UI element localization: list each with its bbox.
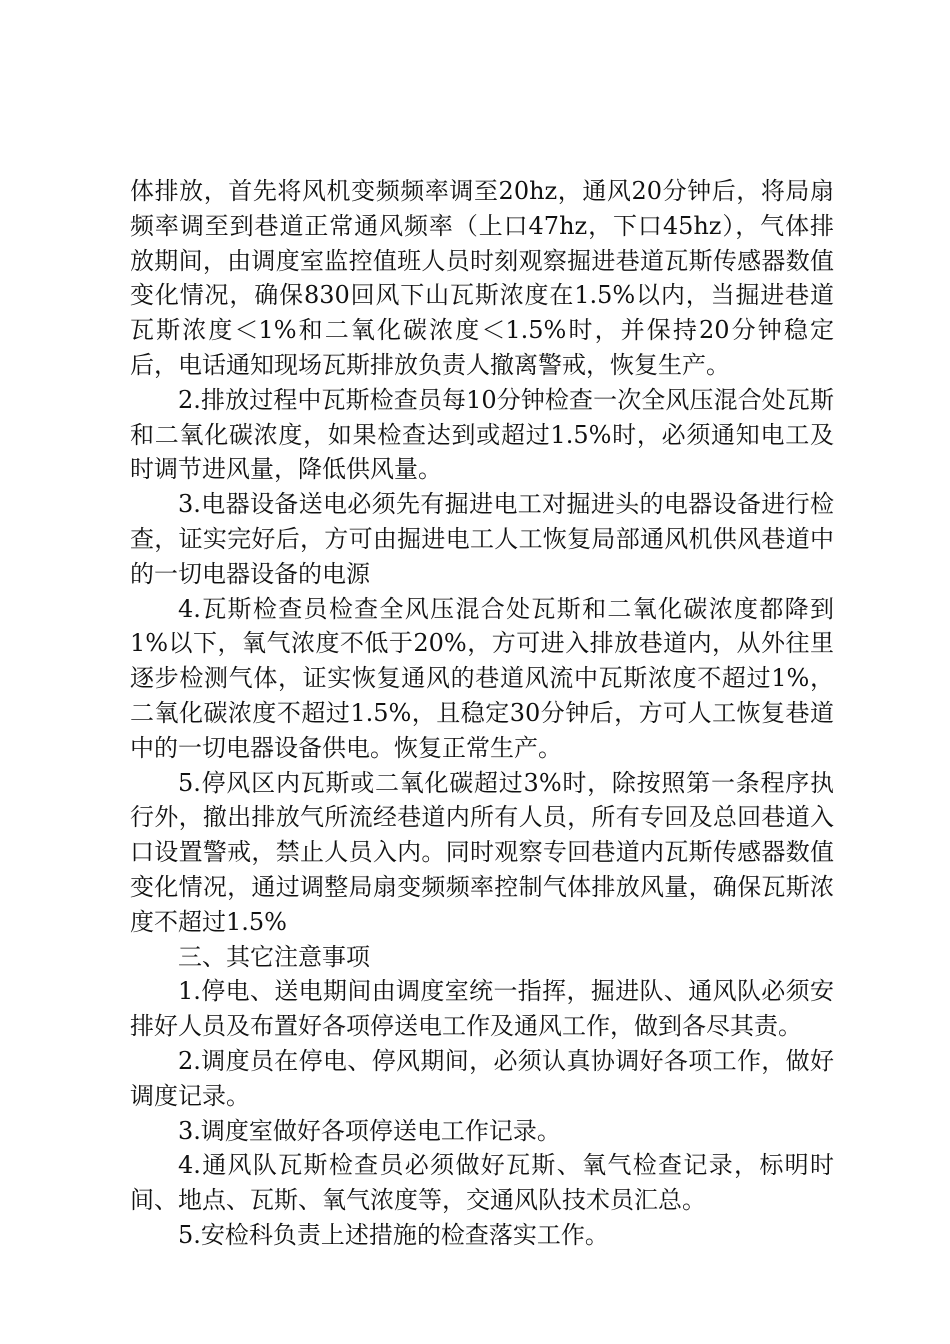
paragraph-note-5: 5.安检科负责上述措施的检查落实工作。 <box>178 1220 609 1249</box>
paragraph-gas-discharge-continued: 体排放，首先将风机变频频率调至20hz，通风20分钟后，将局扇频率调至到巷道正常通风频率（上口47hz，下口45hz），气体排放期间，由调度室监控值班人员时刻观察掘进巷道瓦斯传感器数值变化情况，确保830回风下山瓦斯浓度在1.5%以内，当掘进巷道瓦斯浓度＜1%和二氧化碳浓度＜1.5%时，并保持20分钟稳定后，电话通知现场瓦斯排放负责人撤离警戒，恢复生产。 <box>130 177 834 379</box>
document-body <box>130 174 834 1253</box>
paragraph-item-4: 4.瓦斯检查员检查全风压混合处瓦斯和二氧化碳浓度都降到1%以下，氧气浓度不低于20%，方可进入排放巷道内，从外往里逐步检测气体，证实恢复通风的巷道风流中瓦斯浓度不超过1%，二氧化碳浓度不超过1.5%，且稳定30分钟后，方可人工恢复巷道中的一切电器设备供电。恢复正常生产。 <box>130 594 834 762</box>
paragraph-item-3: 3.电器设备送电必须先有掘进电工对掘进头的电器设备进行检查，证实完好后，方可由掘进电工人工恢复局部通风机供风巷道中的一切电器设备的电源 <box>130 490 834 588</box>
paragraph-note-2: 2.调度员在停电、停风期间，必须认真协调好各项工作，做好调度记录。 <box>130 1046 834 1110</box>
paragraph-note-3: 3.调度室做好各项停送电工作记录。 <box>178 1116 561 1145</box>
section-heading-other-notes: 三、其它注意事项 <box>178 942 370 971</box>
paragraph-item-5: 5.停风区内瓦斯或二氧化碳超过3%时，除按照第一条程序执行外，撤出排放气所流经巷道内所有人员，所有专回及总回巷道入口设置警戒，禁止人员入内。同时观察专回巷道内瓦斯传感器数值变化情况，通过调整局扇变频频率控制气体排放风量，确保瓦斯浓度不超过1.5% <box>130 768 834 936</box>
paragraph-note-4: 4.通风队瓦斯检查员必须做好瓦斯、氧气检查记录，标明时间、地点、瓦斯、氧气浓度等，交通风队技术员汇总。 <box>130 1151 834 1215</box>
paragraph-note-1: 1.停电、送电期间由调度室统一指挥，掘进队、通风队必须安排好人员及布置好各项停送电工作及通风工作，做到各尽其责。 <box>130 977 834 1041</box>
paragraph-item-2: 2.排放过程中瓦斯检查员每10分钟检查一次全风压混合处瓦斯和二氧化碳浓度，如果检查达到或超过1.5%时，必须通知电工及时调节进风量，降低供风量。 <box>130 385 834 484</box>
